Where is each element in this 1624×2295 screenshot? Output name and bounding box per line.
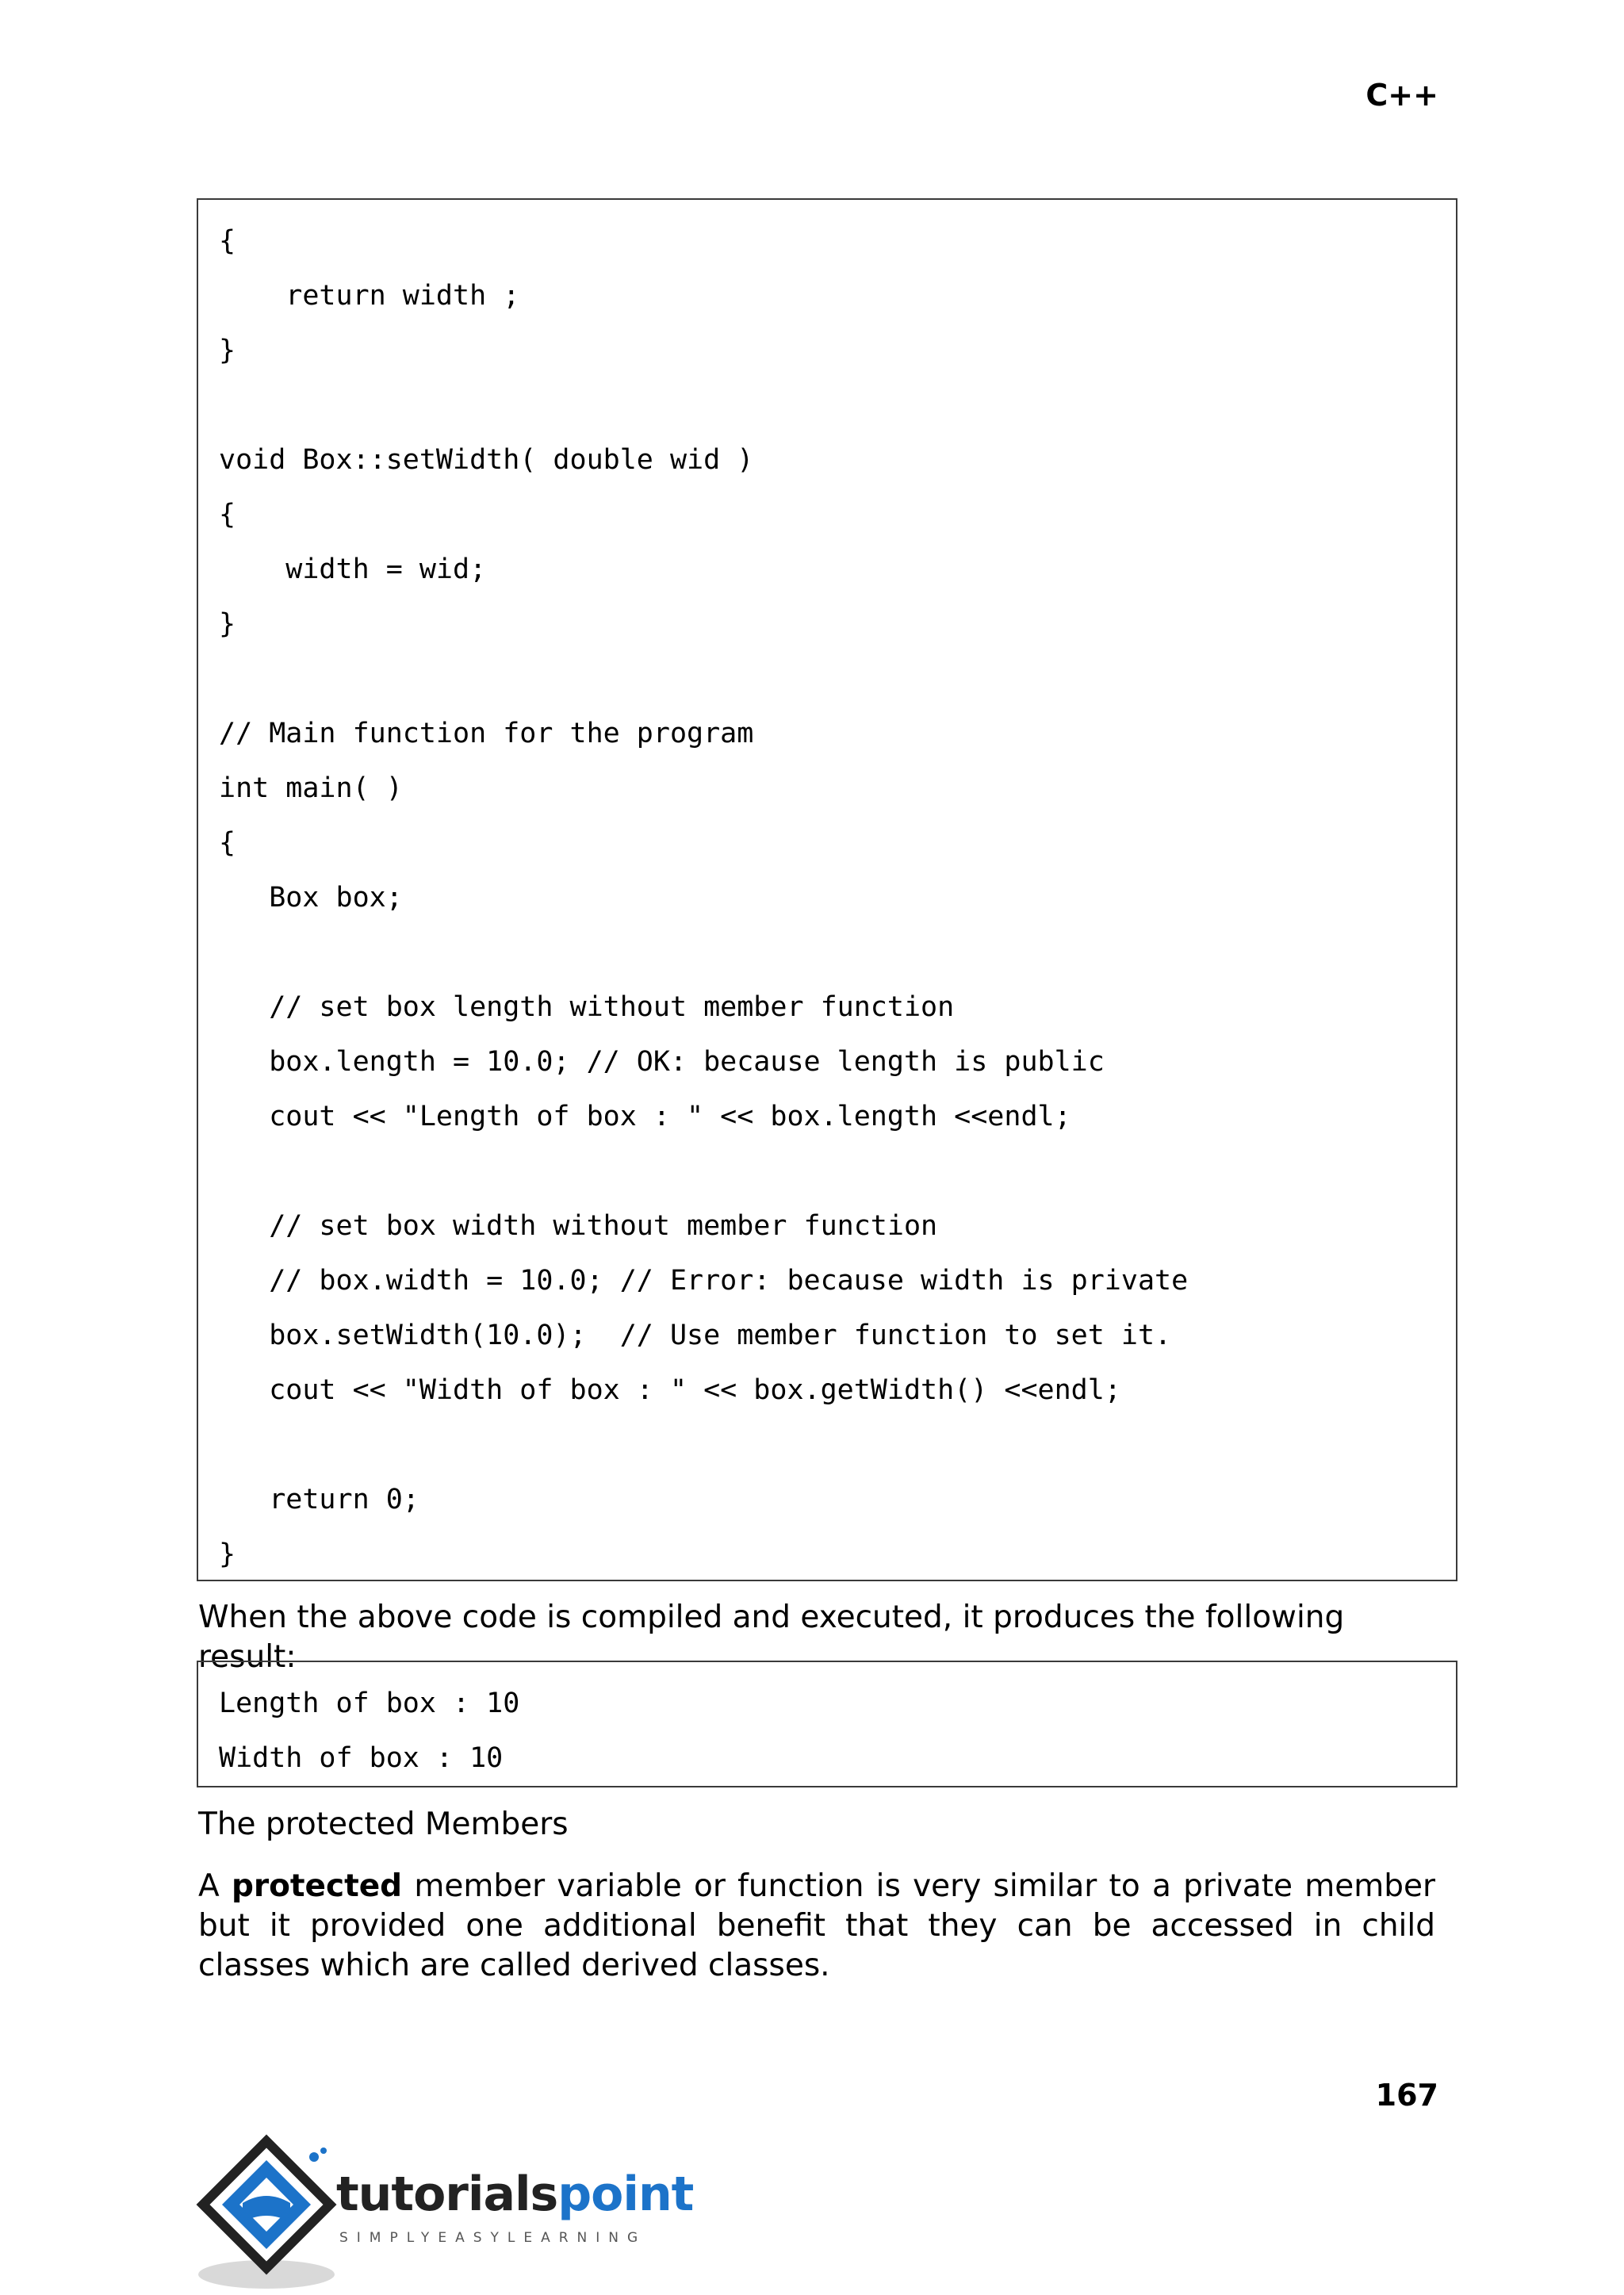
logo-tagline: SIMPLYEASYLEARNING: [339, 2230, 647, 2246]
logo-emblem-icon: [195, 2133, 338, 2292]
section-heading: The protected Members: [198, 1806, 569, 1842]
code-line: void Box::setWidth( double wid ): [219, 444, 754, 476]
code-line: {: [219, 827, 236, 859]
code-line: return 0;: [219, 1484, 419, 1515]
code-line: // box.width = 10.0; // Error: because width is private: [219, 1265, 1189, 1297]
page-number: 167: [1375, 2078, 1438, 2113]
code-line: }: [219, 335, 236, 366]
code-line: cout << "Length of box : " << box.length <<endl;: [219, 1101, 1071, 1132]
tutorialspoint-logo: [195, 2133, 694, 2292]
result-intro-text: When the above code is compiled and executed, it produces the following result:: [198, 1600, 1345, 1675]
code-line: [219, 1418, 1456, 1473]
paragraph-prefix: A: [198, 1868, 232, 1904]
code-line: [219, 378, 1456, 433]
code-line: return width ;: [219, 280, 520, 312]
code-line: box.setWidth(10.0); // Use member function to set it.: [219, 1320, 1172, 1351]
code-line: Length of box : 10: [219, 1688, 520, 1719]
body-paragraph: [198, 1867, 1435, 1986]
logo-wordmark-part-b: point: [557, 2167, 694, 2222]
code-line: // set box width without member function: [219, 1210, 938, 1242]
header-title: C++: [1365, 78, 1438, 113]
logo-wordmark: [336, 2167, 693, 2222]
code-block: [197, 198, 1457, 1581]
output-block: [197, 1661, 1457, 1787]
code-line: {: [219, 225, 236, 257]
code-line: [219, 652, 1456, 707]
code-line: {: [219, 499, 236, 531]
code-line: int main( ): [219, 772, 403, 804]
code-line: }: [219, 1538, 236, 1570]
paragraph-rest: member variable or function is very similar to a private member but it provided one additional benefit that they can be accessed in child classes which are called derived classes.: [198, 1868, 1435, 1983]
code-line: Width of box : 10: [219, 1742, 504, 1774]
logo-wordmark-part-a: tutorials: [336, 2167, 558, 2222]
code-line: cout << "Width of box : " << box.getWidth() <<endl;: [219, 1374, 1121, 1406]
code-line: width = wid;: [219, 554, 487, 585]
code-line: // set box length without member function: [219, 991, 955, 1023]
code-line: box.length = 10.0; // OK: because length is public: [219, 1046, 1105, 1078]
code-line: }: [219, 608, 236, 640]
code-line: [219, 1144, 1456, 1199]
code-line: // Main function for the program: [219, 718, 754, 749]
paragraph-bold-term: protected: [231, 1868, 403, 1904]
code-line: Box box;: [219, 882, 403, 914]
code-line: [219, 925, 1456, 980]
